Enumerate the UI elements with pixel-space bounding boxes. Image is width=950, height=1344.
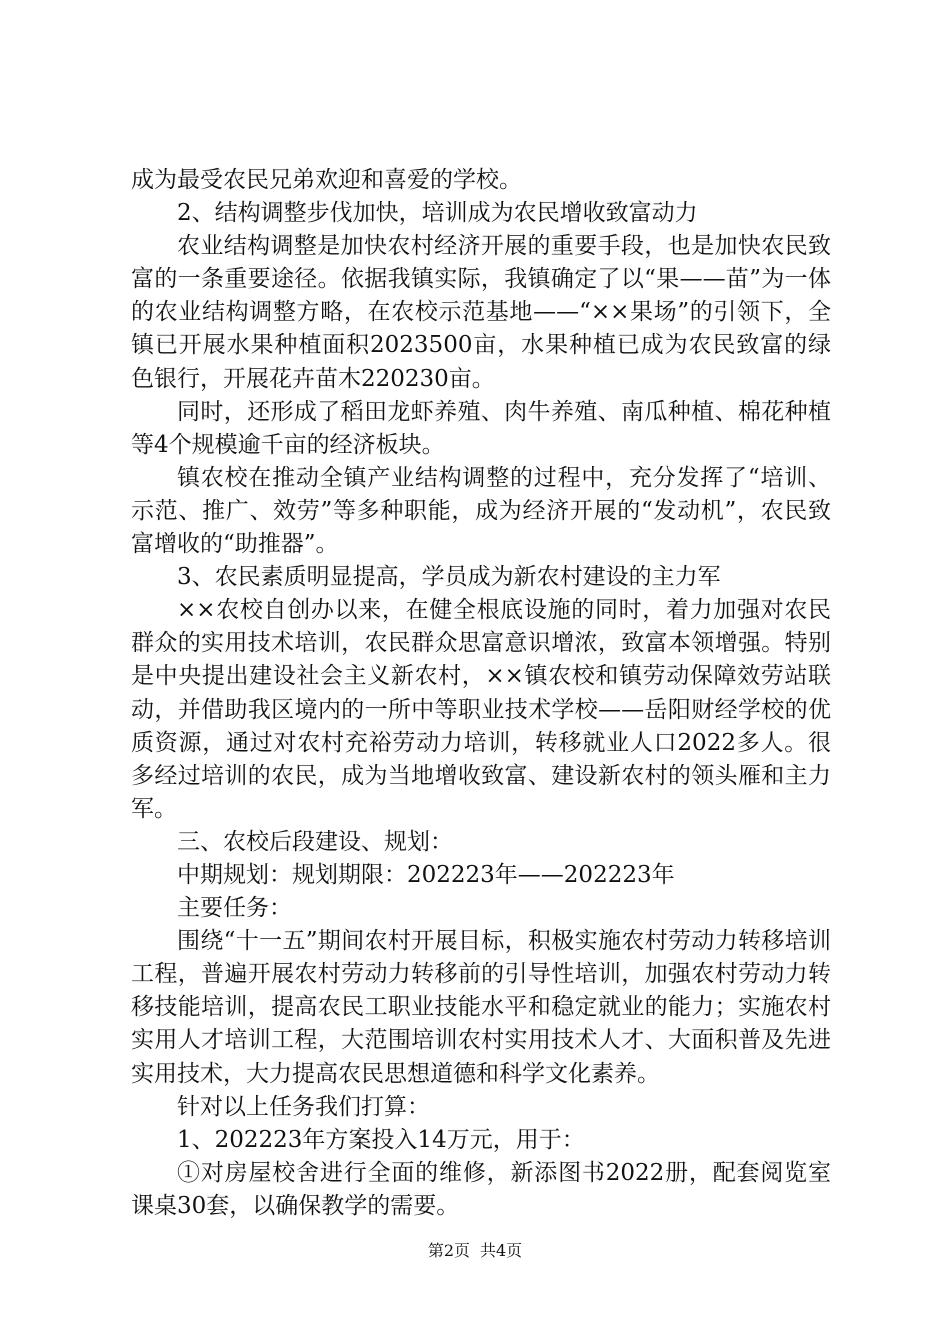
paragraph: 同时，还形成了稻田龙虾养殖、肉牛养殖、南瓜种植、棉花种植等4个规模逾千亩的经济板块。 (131, 398, 831, 458)
paragraph: 围绕“十一五”期间农村开展目标，积极实施农村劳动力转移培训工程，普遍开展农村劳动力转移前的引导性培训，加强农村劳动力转移技能培训，提高农民工职业技能水平和稳定就业的能力；实施农村实用人才培训工程，大范围培训农村实用技术人才、大面积普及先进实用技术，大力提高农民思想道德和科学文化素养。 (131, 928, 831, 1087)
paragraph: ××农校自创办以来，在健全根底设施的同时，着力加强对农民群众的实用技术培训，农民群众思富意识增浓，致富本领增强。特别是中央提出建设社会主义新农村，××镇农校和镇劳动保障效劳站联动，并借助我区境内的一所中等职业技术学校——岳阳财经学校的优质资源，通过对农村充裕劳动力培训，转移就业人口2022多人。很多经过培训的农民，成为当地增收致富、建设新农村的领头雁和主力军。 (131, 597, 831, 822)
paragraph: 三、农校后段建设、规划： (177, 828, 453, 855)
paragraph: 针对以上任务我们打算： (177, 1093, 430, 1120)
paragraph: 成为最受农民兄弟欢迎和喜爱的学校。 (131, 167, 522, 193)
paragraph: 3、农民素质明显提高，学员成为新农村建设的主力军 (177, 564, 721, 591)
paragraph: 2、结构调整步伐加快，培训成为农民增收致富动力 (177, 200, 698, 227)
document-body (131, 164, 831, 1223)
page-count: 共4页 (480, 1241, 523, 1260)
paragraph: ①对房屋校舍进行全面的维修，新添图书2022册，配套阅览室课桌30套，以确保教学的需要。 (131, 1159, 831, 1219)
paragraph: 中期规划：规划期限：202223年——202223年 (177, 861, 675, 888)
page-footer (0, 1240, 950, 1262)
page-number: 第2页 (427, 1241, 470, 1260)
paragraph: 镇农校在推动全镇产业结构调整的过程中，充分发挥了“培训、示范、推广、效劳”等多种职能，成为经济开展的“发动机”，农民致富增收的“助推器”。 (131, 464, 831, 558)
paragraph: 1、202223年方案投入14万元，用于： (177, 1126, 585, 1153)
paragraph: 主要任务： (177, 895, 292, 922)
paragraph: 农业结构调整是加快农村经济开展的重要手段，也是加快农民致富的一条重要途径。依据我镇实际，我镇确定了以“果——苗”为一体的农业结构调整方略，在农校示范基地——“××果场”的引领下，全镇已开展水果种植面积2023500亩，水果种植已成为农民致富的绿色银行，开展花卉苗木220230亩。 (131, 233, 831, 392)
